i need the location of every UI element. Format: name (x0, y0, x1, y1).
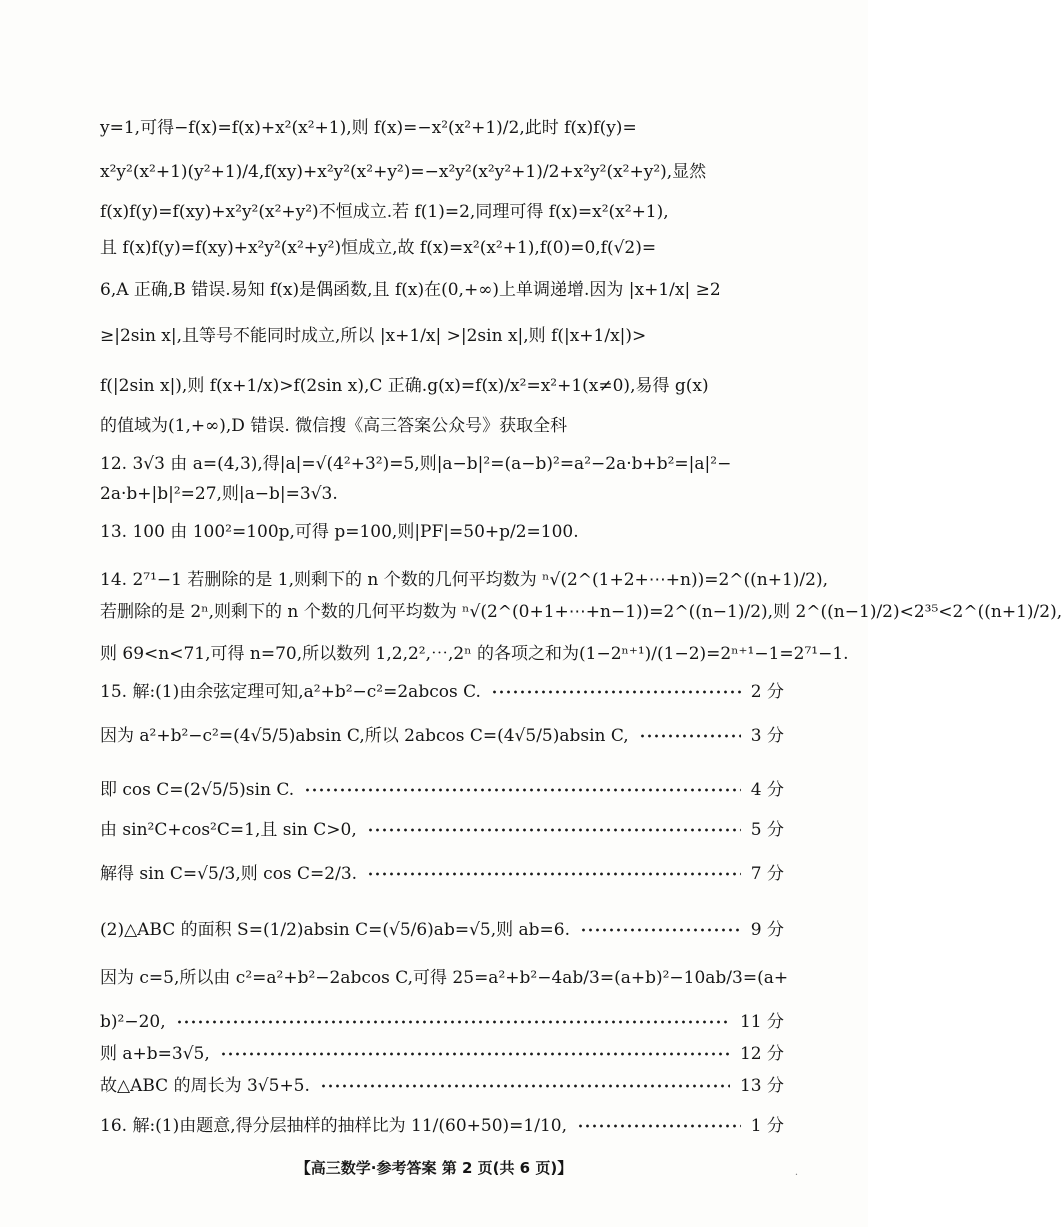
solution-line: f(x)f(y)=f(xy)+x²y²(x²+y²)不恒成立.若 f(1)=2,同理可得 f(x)=x²(x²+1), (100, 202, 669, 222)
leader-dots (176, 1020, 730, 1024)
scoring-step (100, 918, 784, 942)
step-text: (2)△ABC 的面积 S=(1/2)absin C=(√5/6)ab=√5,则 ab=6. (100, 920, 571, 940)
leader-dots (639, 734, 741, 738)
solution-line: 的值域为(1,+∞),D 错误. 微信搜《高三答案公众号》获取全科 (100, 416, 568, 436)
scoring-step (100, 1114, 784, 1138)
step-text: 故△ABC 的周长为 3√5+5. (100, 1076, 310, 1096)
solution-line: ≥|2sin x|,且等号不能同时成立,所以 |x+1/x| >|2sin x|,则 f(|x+1/x|)> (100, 326, 647, 346)
step-score: 4 分 (750, 780, 784, 800)
leader-dots (304, 788, 741, 792)
solution-line: f(|2sin x|),则 f(x+1/x)>f(2sin x),C 正确.g(x)=f(x)/x²=x²+1(x≠0),易得 g(x) (100, 376, 709, 396)
step-score: 11 分 (739, 1012, 784, 1032)
solution-line: 6,A 正确,B 错误.易知 f(x)是偶函数,且 f(x)在(0,+∞)上单调递增.因为 |x+1/x| ≥2 (100, 280, 721, 300)
answer-14-line: 14. 2⁷¹−1 若删除的是 1,则剩下的 n 个数的几何平均数为 ⁿ√(2^(1+2+⋯+n))=2^((n+1)/2), (100, 570, 829, 590)
step-text: 因为 a²+b²−c²=(4√5/5)absin C,所以 2abcos C=(4√5/5)absin C, (100, 726, 629, 746)
solution-line: x²y²(x²+1)(y²+1)/4,f(xy)+x²y²(x²+y²)=−x²y²(x²y²+1)/2+x²y²(x²+y²),显然 (100, 162, 707, 182)
step-score: 9 分 (750, 920, 784, 940)
step-text: 解得 sin C=√5/3,则 cos C=2/3. (100, 864, 358, 884)
answer-12-line: 12. 3√3 由 a=(4,3),得|a|=√(4²+3²)=5,则|a−b|²=(a−b)²=a²−2a·b+b²=|a|²− (100, 454, 732, 474)
scoring-step (100, 680, 784, 704)
leader-dots (367, 828, 741, 832)
leader-dots (580, 928, 741, 932)
answer-12-line: 2a·b+|b|²=27,则|a−b|=3√3. (100, 484, 338, 504)
step-score: 2 分 (750, 682, 784, 702)
leader-dots (367, 872, 741, 876)
scoring-step (100, 818, 784, 842)
scoring-step (100, 862, 784, 886)
leader-dots (491, 690, 741, 694)
step-text: b)²−20, (100, 1012, 166, 1032)
step-text: 16. 解:(1)由题意,得分层抽样的抽样比为 11/(60+50)=1/10, (100, 1116, 568, 1136)
leader-dots (320, 1084, 730, 1088)
step-text: 由 sin²C+cos²C=1,且 sin C>0, (100, 820, 357, 840)
step-score: 3 分 (750, 726, 784, 746)
solution-line: 因为 c=5,所以由 c²=a²+b²−2abcos C,可得 25=a²+b²−4ab/3=(a+b)²−10ab/3=(a+ (100, 968, 789, 988)
leader-dots (577, 1124, 741, 1128)
scoring-step (100, 1010, 784, 1034)
step-text: 即 cos C=(2√5/5)sin C. (100, 780, 295, 800)
answer-14-line: 若删除的是 2ⁿ,则剩下的 n 个数的几何平均数为 ⁿ√(2^(0+1+⋯+n−1))=2^((n−1)/2),则 2^((n−1)/2)<2³⁵<2^((n+1)/2), (100, 602, 1062, 622)
leader-dots (220, 1052, 730, 1056)
step-score: 12 分 (739, 1044, 784, 1064)
solution-line: 且 f(x)f(y)=f(xy)+x²y²(x²+y²)恒成立,故 f(x)=x²(x²+1),f(0)=0,f(√2)= (100, 238, 657, 258)
step-text: 则 a+b=3√5, (100, 1044, 210, 1064)
scoring-step (100, 1074, 784, 1098)
step-score: 7 分 (750, 864, 784, 884)
page-footer: 【高三数学·参考答案 第 2 页(共 6 页)】 (295, 1159, 573, 1177)
step-score: 5 分 (750, 820, 784, 840)
solution-line: y=1,可得−f(x)=f(x)+x²(x²+1),则 f(x)=−x²(x²+1)/2,此时 f(x)f(y)= (100, 118, 637, 138)
step-text: 15. 解:(1)由余弦定理可知,a²+b²−c²=2abcos C. (100, 682, 481, 702)
step-score: 13 分 (739, 1076, 784, 1096)
scoring-step (100, 1042, 784, 1066)
answer-14-line: 则 69<n<71,可得 n=70,所以数列 1,2,2²,⋯,2ⁿ 的各项之和为(1−2ⁿ⁺¹)/(1−2)=2ⁿ⁺¹−1=2⁷¹−1. (100, 644, 849, 664)
step-score: 1 分 (750, 1116, 784, 1136)
answer-13-line: 13. 100 由 100²=100p,可得 p=100,则|PF|=50+p/2=100. (100, 522, 579, 542)
scoring-step (100, 778, 784, 802)
scoring-step (100, 724, 784, 748)
corner-mark: . (794, 1167, 798, 1178)
